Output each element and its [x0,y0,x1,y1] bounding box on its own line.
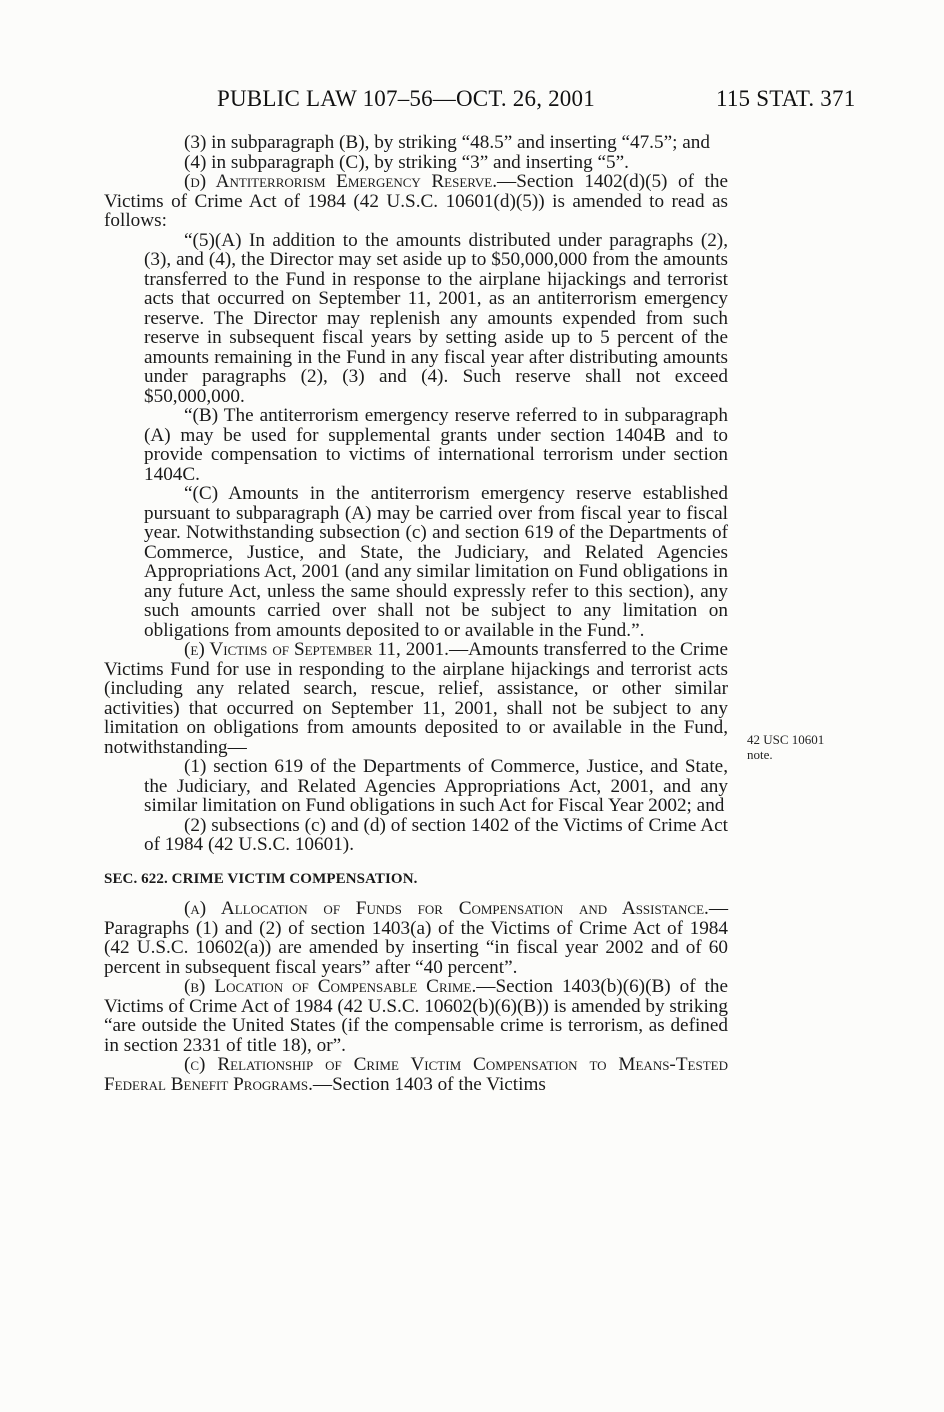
subsection-e-heading: (e) Victims of September 11, 2001. [184,639,449,660]
margin-note-citation: 42 USC 10601 [747,732,825,747]
subsection-c [104,1055,728,1094]
quoted-paragraph-5b: “(B) The antiterrorism emergency reserve referred to in subparagraph (A) may be used for supplemental grants under section 1404B and to provide compensation to victims of international terrorism under section 1404C. [144,405,728,485]
subsection-e-item-2: (2) subsections (c) and (d) of section 1402 of the Victims of Crime Act of 1984 (42 U.S.C. 10601). [144,814,728,855]
body-text [104,133,728,1094]
quoted-paragraph-5c: “(C) Amounts in the antiterrorism emergency reserve established pursuant to subparagraph (A) may be carried over from fiscal year to fiscal year. Notwithstanding subsection (c) and section 619 of the Departments of Commerce, Justice, and State, the Judiciary, and Related Agencies Appropriations Act, 2001 (and any similar limitation on Fund obligations in any future Act, unless the same should expressly refer to this section), any such amounts carried over shall not be subject to any limitation on obligations from amounts deposited to or available in the Fund.”. [144,483,728,641]
paragraph-3-subparagraph-b: (3) in subparagraph (B), by striking “48.5” and inserting “47.5”; and [184,132,710,153]
subsection-b-text: —Section 1403(b)(6)(B) of the Victims of Crime Act of 1984 (42 U.S.C. 10602(b)(6)(B)) is amended by striking “are outside the United States (if the compensable crime is terrorism, as defined in section 2331 of title 18), or”. [104,976,728,1056]
margin-note [747,732,857,762]
subsection-e-item-1: (1) section 619 of the Departments of Commerce, Justice, and State, the Judiciary, and Related Agencies Appropriations Act, 2001, and any similar limitation on Fund obligations in such Act for Fiscal Year 2002; and [144,756,728,816]
quoted-paragraph-5a: “(5)(A) In addition to the amounts distributed under paragraphs (2), (3), and (4), the Director may set aside up to $50,000,000 from the amounts transferred to the Fund in response to the airplane hijackings and terrorist acts that occurred on September 11, 2001, as an antiterrorism emergency reserve. The Director may replenish any amounts expended from such reserve in subsequent fiscal years by setting aside up to 5 percent of the amounts remaining in the Fund in any fiscal year after distributing amounts under paragraphs (2), (3) and (4). Such reserve shall not exceed $50,000,000. [144,229,728,407]
running-head-stat-page: 115 STAT. 371 [716,86,856,111]
margin-note-suffix: note. [747,747,773,762]
subsection-a [104,899,728,977]
section-622-heading: SEC. 622. CRIME VICTIM COMPENSATION. [104,870,418,887]
paragraph-4-subparagraph-c: (4) in subparagraph (C), by striking “3” and inserting “5”. [184,151,629,173]
subsection-a-text: —Paragraphs (1) and (2) of section 1403(a) of the Victims of Crime Act of 1984 (42 U.S.C. 10602(a)) are amended by inserting “in fiscal year 2002 and of 60 percent in subsequent fiscal years” after “40 percent”. [104,898,728,978]
subsection-d-heading: (d) Antiterrorism Emergency Reserve. [184,171,498,192]
subsection-c-heading: (c) Relationship of Crime Victim Compensation to Means-Tested Federal Benefit Programs. [104,1054,728,1095]
subsection-d [104,172,728,231]
subsection-e [104,640,728,757]
subsection-c-text: —Section 1403 of the Victims [312,1073,546,1095]
subsection-a-heading: (a) Allocation of Funds for Compensation and Assistance. [184,898,709,919]
running-head-title: PUBLIC LAW 107–56—OCT. 26, 2001 [217,86,595,111]
subsection-b [104,977,728,1055]
subsection-b-heading: (b) Location of Compensable Crime. [184,976,477,997]
subsection-e-text: —Amounts transferred to the Crime Victims Fund for use in responding to the airplane hijackings and terrorist acts (including any related search, rescue, relief, assistance, or other similar activities) that occurred on September 11, 2001, shall not be subject to any limitation on obligations from amounts deposited to or available in the Fund, notwithstanding— [104,639,728,758]
subsection-d-text: —Section 1402(d)(5) of the Victims of Crime Act of 1984 (42 U.S.C. 10601(d)(5)) is amended to read as follows: [104,171,728,231]
